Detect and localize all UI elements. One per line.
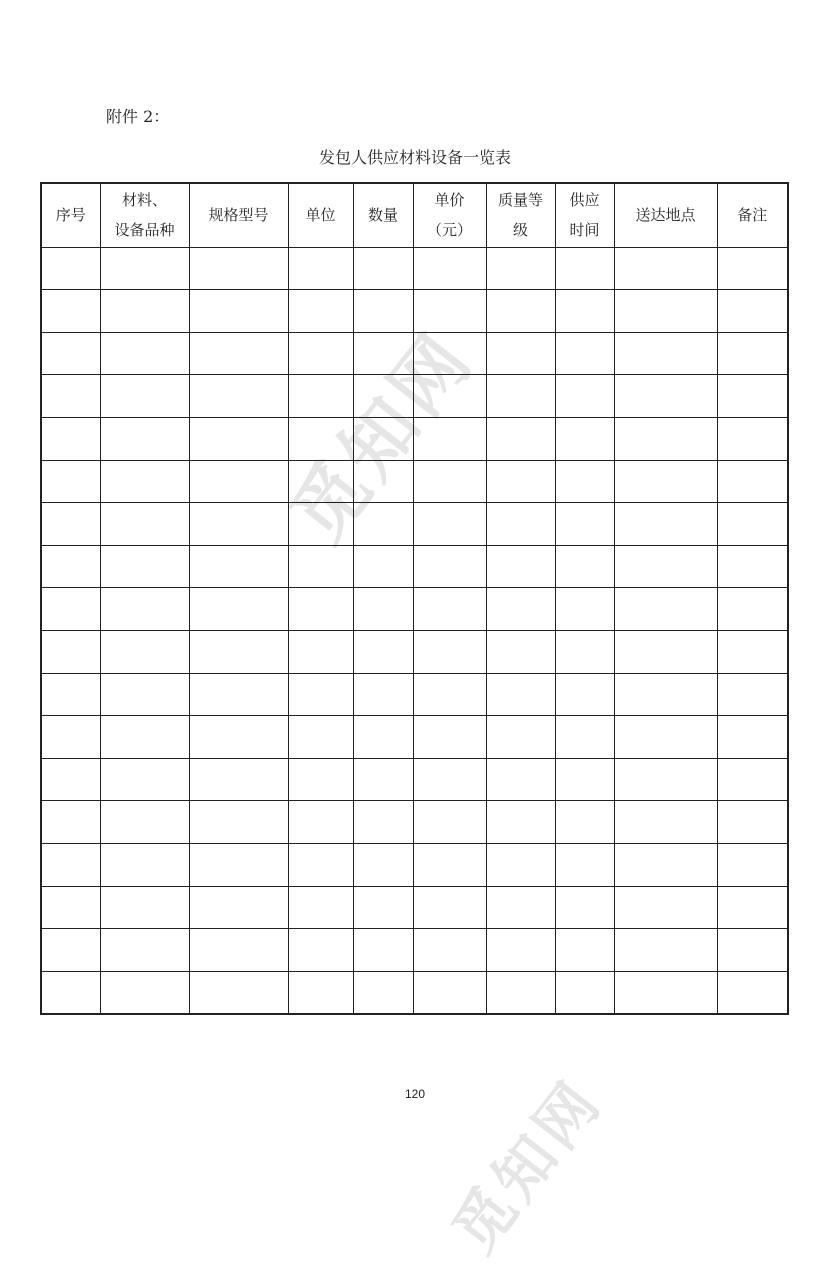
table-cell: [189, 503, 288, 546]
table-cell: [288, 460, 353, 503]
table-cell: [555, 971, 614, 1014]
table-cell: [717, 247, 788, 290]
table-cell: [189, 758, 288, 801]
table-cell: [288, 844, 353, 887]
table-cell: [100, 588, 189, 631]
table-cell: [717, 844, 788, 887]
table-cell: [486, 375, 555, 418]
table-row: [41, 247, 788, 290]
table-cell: [486, 332, 555, 375]
table-cell: [353, 801, 413, 844]
table-cell: [41, 503, 100, 546]
table-cell: [100, 844, 189, 887]
materials-equipment-table: [40, 182, 789, 1015]
column-header-time: 供应 时间: [555, 183, 614, 247]
table-cell: [41, 630, 100, 673]
table-cell: [100, 417, 189, 460]
table-cell: [41, 801, 100, 844]
table-cell: [288, 375, 353, 418]
table-row: [41, 886, 788, 929]
table-cell: [100, 801, 189, 844]
table-cell: [189, 801, 288, 844]
table-cell: [614, 417, 717, 460]
table-cell: [413, 971, 486, 1014]
table-cell: [189, 332, 288, 375]
table-cell: [100, 716, 189, 759]
table-cell: [189, 247, 288, 290]
table-row: [41, 332, 788, 375]
table-cell: [41, 417, 100, 460]
table-cell: [555, 588, 614, 631]
table-cell: [189, 545, 288, 588]
table-cell: [288, 332, 353, 375]
table-cell: [353, 844, 413, 887]
page-number: 120: [404, 1087, 426, 1101]
table-cell: [717, 588, 788, 631]
table-row: [41, 971, 788, 1014]
table-cell: [353, 630, 413, 673]
table-cell: [555, 247, 614, 290]
table-cell: [100, 929, 189, 972]
table-row: [41, 630, 788, 673]
table-row: [41, 588, 788, 631]
table-cell: [100, 247, 189, 290]
table-cell: [100, 758, 189, 801]
column-header-grade: 质量等 级: [486, 183, 555, 247]
table-cell: [717, 460, 788, 503]
table-cell: [353, 247, 413, 290]
table-cell: [413, 375, 486, 418]
table-cell: [614, 673, 717, 716]
table-cell: [486, 844, 555, 887]
table-cell: [353, 375, 413, 418]
column-header-qty: 数量: [353, 183, 413, 247]
column-header-item: 材料、 设备品种: [100, 183, 189, 247]
column-header-unit: 单位: [288, 183, 353, 247]
column-header-note: 备注: [717, 183, 788, 247]
table-cell: [486, 886, 555, 929]
table-cell: [717, 332, 788, 375]
table-cell: [100, 971, 189, 1014]
table-cell: [41, 290, 100, 333]
table-cell: [41, 588, 100, 631]
column-header-place: 送达地点: [614, 183, 717, 247]
table-cell: [717, 929, 788, 972]
table-cell: [614, 588, 717, 631]
table-cell: [413, 588, 486, 631]
table-cell: [189, 375, 288, 418]
table-row: [41, 716, 788, 759]
table-cell: [100, 503, 189, 546]
table-cell: [555, 332, 614, 375]
table-cell: [614, 886, 717, 929]
table-cell: [717, 716, 788, 759]
table-cell: [614, 290, 717, 333]
table-cell: [717, 375, 788, 418]
table-cell: [717, 417, 788, 460]
table-cell: [353, 332, 413, 375]
table-cell: [353, 673, 413, 716]
table-cell: [189, 971, 288, 1014]
table-row: [41, 375, 788, 418]
table-cell: [614, 844, 717, 887]
table-cell: [555, 716, 614, 759]
table-cell: [717, 673, 788, 716]
table-cell: [41, 844, 100, 887]
table-cell: [486, 290, 555, 333]
table-cell: [413, 630, 486, 673]
table-cell: [189, 588, 288, 631]
table-cell: [353, 503, 413, 546]
table-cell: [100, 332, 189, 375]
table-row: [41, 929, 788, 972]
table-cell: [614, 971, 717, 1014]
table-cell: [100, 886, 189, 929]
table-cell: [486, 716, 555, 759]
table-cell: [717, 971, 788, 1014]
table-cell: [189, 716, 288, 759]
page-title: 发包人供应材料设备一览表: [318, 148, 511, 167]
table-cell: [41, 758, 100, 801]
table-cell: [555, 801, 614, 844]
table-cell: [486, 460, 555, 503]
table-cell: [189, 290, 288, 333]
table-cell: [614, 503, 717, 546]
table-cell: [614, 630, 717, 673]
table-cell: [41, 886, 100, 929]
table-cell: [614, 332, 717, 375]
attachment-label: 附件 2：: [106, 107, 170, 126]
table-cell: [717, 801, 788, 844]
table-cell: [41, 375, 100, 418]
table-cell: [555, 758, 614, 801]
table-cell: [288, 801, 353, 844]
table-cell: [555, 673, 614, 716]
table-cell: [614, 545, 717, 588]
table-cell: [288, 545, 353, 588]
table-cell: [353, 460, 413, 503]
table-cell: [717, 290, 788, 333]
table-cell: [486, 758, 555, 801]
table-cell: [717, 758, 788, 801]
table-cell: [614, 247, 717, 290]
table-cell: [100, 290, 189, 333]
table-cell: [555, 417, 614, 460]
table-row: [41, 503, 788, 546]
table-cell: [353, 290, 413, 333]
table-cell: [413, 290, 486, 333]
table-row: [41, 801, 788, 844]
table-cell: [614, 929, 717, 972]
table-cell: [41, 545, 100, 588]
table-cell: [288, 971, 353, 1014]
table-cell: [555, 460, 614, 503]
table-cell: [288, 716, 353, 759]
table-cell: [413, 673, 486, 716]
table-row: [41, 673, 788, 716]
table-cell: [288, 503, 353, 546]
table-cell: [288, 247, 353, 290]
table-cell: [413, 247, 486, 290]
table-cell: [413, 716, 486, 759]
column-header-seq: 序号: [41, 183, 100, 247]
table-cell: [486, 503, 555, 546]
table-cell: [288, 929, 353, 972]
table-cell: [288, 290, 353, 333]
table-cell: [555, 375, 614, 418]
table-cell: [189, 673, 288, 716]
table-row: [41, 417, 788, 460]
table-cell: [353, 417, 413, 460]
table-cell: [100, 460, 189, 503]
table-cell: [189, 460, 288, 503]
table-body: [41, 247, 788, 1014]
table-cell: [486, 630, 555, 673]
table-cell: [486, 545, 555, 588]
table-cell: [353, 758, 413, 801]
table-cell: [413, 460, 486, 503]
table-cell: [717, 545, 788, 588]
table-row: [41, 460, 788, 503]
table-cell: [41, 929, 100, 972]
table-cell: [41, 460, 100, 503]
table-cell: [189, 844, 288, 887]
table-cell: [486, 801, 555, 844]
table-cell: [413, 801, 486, 844]
table-cell: [555, 545, 614, 588]
table-cell: [413, 545, 486, 588]
table-cell: [353, 588, 413, 631]
table-cell: [486, 929, 555, 972]
table-row: [41, 545, 788, 588]
table-cell: [555, 503, 614, 546]
table-cell: [288, 417, 353, 460]
table-row: [41, 844, 788, 887]
table-cell: [189, 929, 288, 972]
table-cell: [189, 417, 288, 460]
table-cell: [413, 929, 486, 972]
table-cell: [555, 886, 614, 929]
table-cell: [41, 716, 100, 759]
table-cell: [41, 247, 100, 290]
table-cell: [353, 886, 413, 929]
table-cell: [353, 545, 413, 588]
table-cell: [413, 758, 486, 801]
watermark: 觅知网: [274, 315, 491, 558]
table-cell: [614, 460, 717, 503]
table-cell: [486, 417, 555, 460]
table-cell: [41, 673, 100, 716]
table-cell: [288, 886, 353, 929]
table-cell: [353, 716, 413, 759]
table-cell: [288, 588, 353, 631]
table-header-row: [41, 183, 788, 247]
table-cell: [100, 673, 189, 716]
table-cell: [413, 503, 486, 546]
watermark-bottom: 觅知网: [439, 1066, 617, 1266]
table-cell: [288, 630, 353, 673]
table-cell: [41, 332, 100, 375]
table-row: [41, 290, 788, 333]
table-cell: [614, 758, 717, 801]
table-cell: [189, 886, 288, 929]
table-cell: [41, 971, 100, 1014]
table-cell: [486, 673, 555, 716]
table-cell: [353, 971, 413, 1014]
table-cell: [288, 758, 353, 801]
table-cell: [555, 844, 614, 887]
table-cell: [717, 886, 788, 929]
column-header-spec: 规格型号: [189, 183, 288, 247]
table-cell: [189, 630, 288, 673]
table-cell: [614, 375, 717, 418]
table-cell: [413, 332, 486, 375]
table-cell: [486, 247, 555, 290]
table-cell: [100, 545, 189, 588]
table-cell: [717, 503, 788, 546]
table-cell: [486, 971, 555, 1014]
column-header-price: 单价 （元）: [413, 183, 486, 247]
table-cell: [555, 929, 614, 972]
table-cell: [555, 630, 614, 673]
table-cell: [413, 417, 486, 460]
table-cell: [288, 673, 353, 716]
table-cell: [614, 716, 717, 759]
table-cell: [100, 375, 189, 418]
table-cell: [717, 630, 788, 673]
table-cell: [614, 801, 717, 844]
table-row: [41, 758, 788, 801]
table-cell: [486, 588, 555, 631]
table-cell: [413, 886, 486, 929]
table-cell: [413, 844, 486, 887]
table-cell: [100, 630, 189, 673]
table-cell: [353, 929, 413, 972]
table-cell: [555, 290, 614, 333]
